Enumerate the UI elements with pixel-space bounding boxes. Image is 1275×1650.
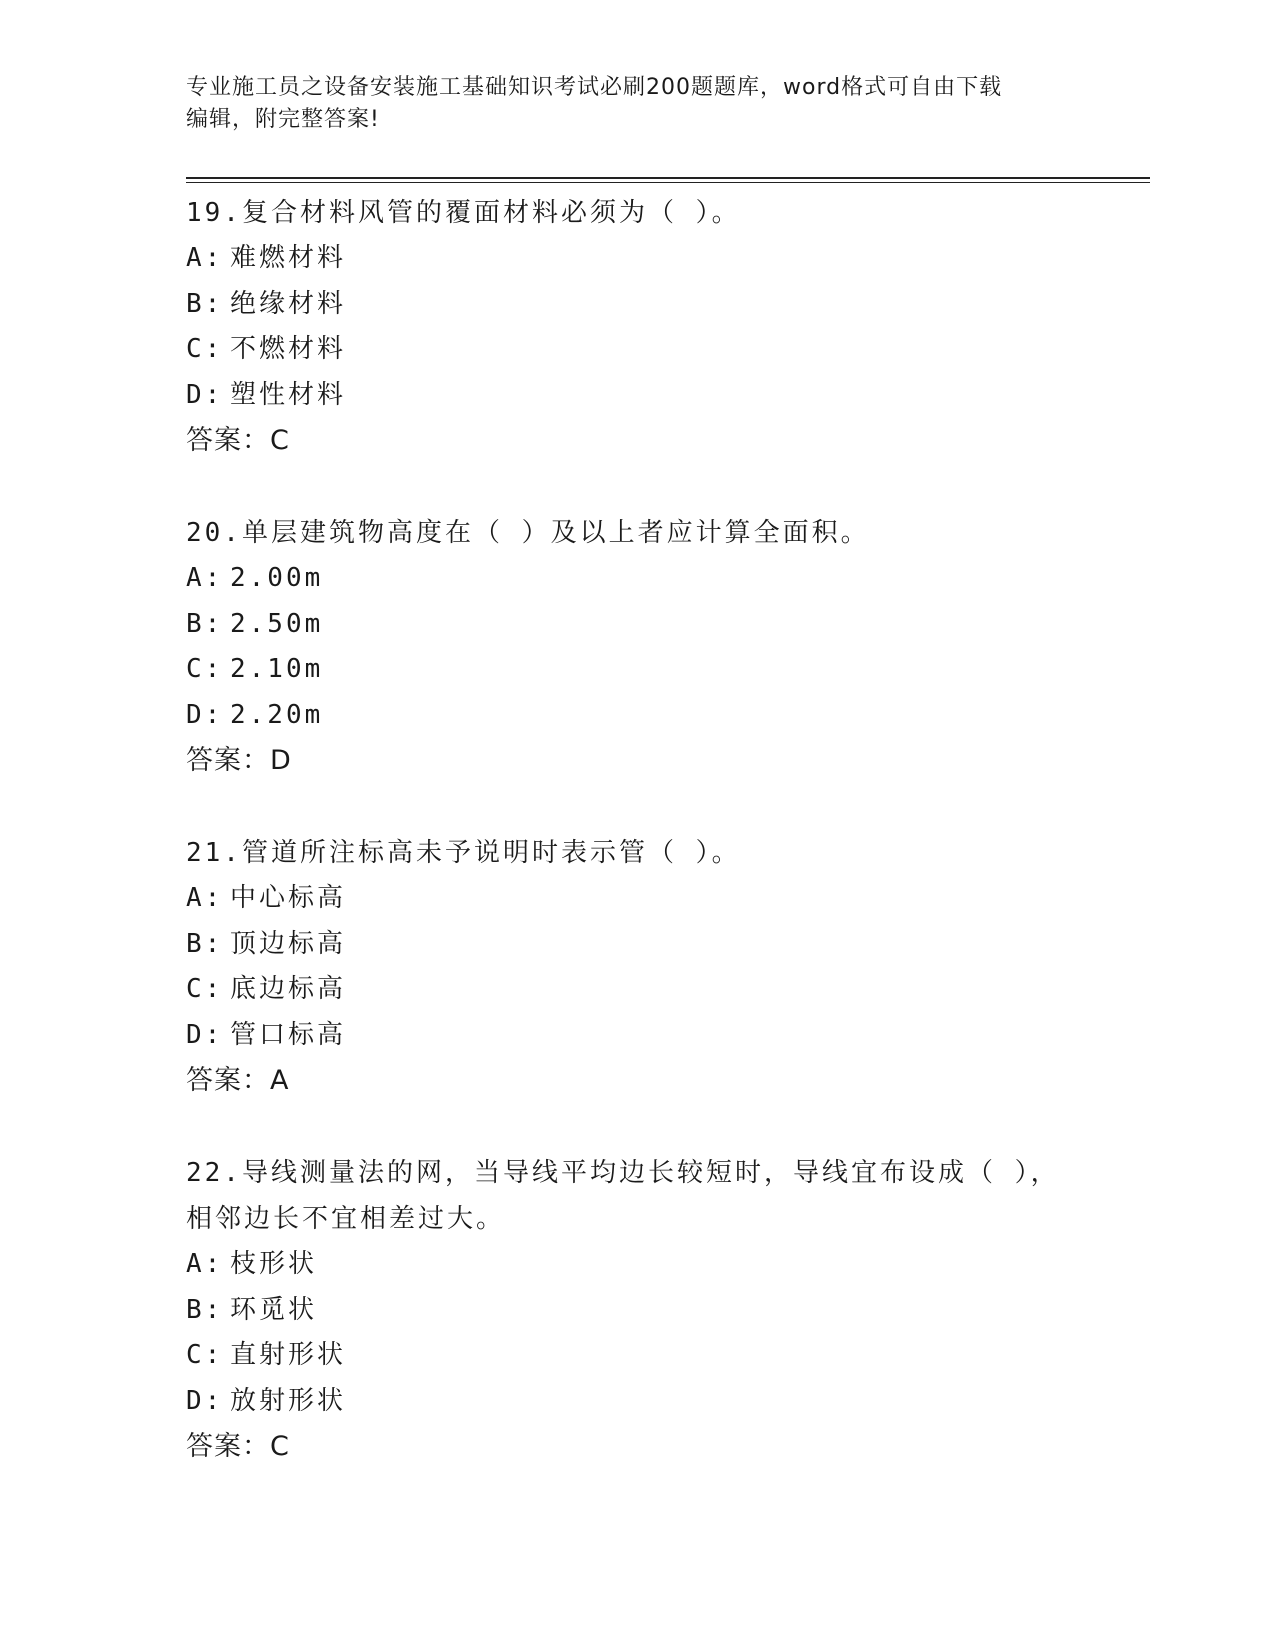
option-key: C: <box>186 654 224 684</box>
option-a <box>186 556 1086 602</box>
option-key: D: <box>186 1019 224 1050</box>
option-d <box>186 1013 1086 1059</box>
option-key: D: <box>186 379 224 410</box>
question-stem-line-1: 22.导线测量法的网，当导线平均边长较短时，导线宜布设成（ ）， <box>186 1158 1060 1188</box>
option-text: 2.50m <box>230 608 324 639</box>
question-list <box>186 190 1086 1470</box>
option-text: 放射形状 <box>230 1385 347 1416</box>
question-stem: 21.管道所注标高未予说明时表示管（ ）。 <box>186 838 741 868</box>
option-key: D: <box>186 1385 224 1416</box>
option-key: C: <box>186 334 224 364</box>
option-text: 2.00m <box>230 563 324 593</box>
answer-line: 答案：A <box>186 1065 290 1096</box>
option-b <box>186 922 1086 968</box>
option-key: B: <box>186 1294 224 1325</box>
header-line-2: 编辑，附完整答案! <box>186 107 380 132</box>
option-key: B: <box>186 928 224 959</box>
option-key: D: <box>186 699 224 730</box>
option-c <box>186 967 1086 1013</box>
option-b <box>186 1288 1086 1334</box>
option-text: 中心标高 <box>230 883 347 913</box>
option-text: 管口标高 <box>230 1019 347 1050</box>
option-text: 2.10m <box>230 654 324 684</box>
option-key: B: <box>186 288 224 319</box>
document-header <box>186 72 1066 136</box>
option-a <box>186 1242 1086 1288</box>
question-stem-line-2: 相邻边长不宜相差过大。 <box>186 1204 506 1234</box>
option-text: 难燃材料 <box>230 243 347 273</box>
option-text: 2.20m <box>230 699 324 730</box>
option-d <box>186 693 1086 739</box>
option-b <box>186 602 1086 648</box>
option-key: A: <box>186 563 224 593</box>
option-text: 底边标高 <box>230 974 347 1004</box>
option-key: A: <box>186 243 224 273</box>
option-a <box>186 876 1086 922</box>
option-a <box>186 236 1086 282</box>
option-key: C: <box>186 1340 224 1370</box>
option-key: A: <box>186 883 224 913</box>
header-divider-thin <box>186 182 1150 183</box>
option-c <box>186 327 1086 373</box>
option-text: 塑性材料 <box>230 379 347 410</box>
option-text: 顶边标高 <box>230 928 347 959</box>
option-key: B: <box>186 608 224 639</box>
answer-line: 答案：C <box>186 425 290 456</box>
question-20 <box>186 510 1086 784</box>
option-key: A: <box>186 1249 224 1279</box>
option-key: C: <box>186 974 224 1004</box>
answer-line: 答案：D <box>186 745 292 776</box>
question-19 <box>186 190 1086 464</box>
option-c <box>186 1333 1086 1379</box>
header-divider-thick <box>186 177 1150 179</box>
header-line-1: 专业施工员之设备安装施工基础知识考试必刷200题题库，word格式可自由下载 <box>186 75 1003 100</box>
question-22 <box>186 1150 1086 1470</box>
option-text: 直射形状 <box>230 1340 347 1370</box>
option-d <box>186 1379 1086 1425</box>
option-c <box>186 647 1086 693</box>
option-text: 环觅状 <box>230 1294 318 1325</box>
option-text: 不燃材料 <box>230 334 347 364</box>
option-text: 枝形状 <box>230 1249 318 1279</box>
option-b <box>186 282 1086 328</box>
question-stem: 20.单层建筑物高度在（ ）及以上者应计算全面积。 <box>186 518 870 548</box>
option-text: 绝缘材料 <box>230 288 347 319</box>
option-d <box>186 373 1086 419</box>
answer-line: 答案：C <box>186 1431 290 1462</box>
question-stem: 19.复合材料风管的覆面材料必须为（ ）。 <box>186 198 741 228</box>
question-21 <box>186 830 1086 1104</box>
